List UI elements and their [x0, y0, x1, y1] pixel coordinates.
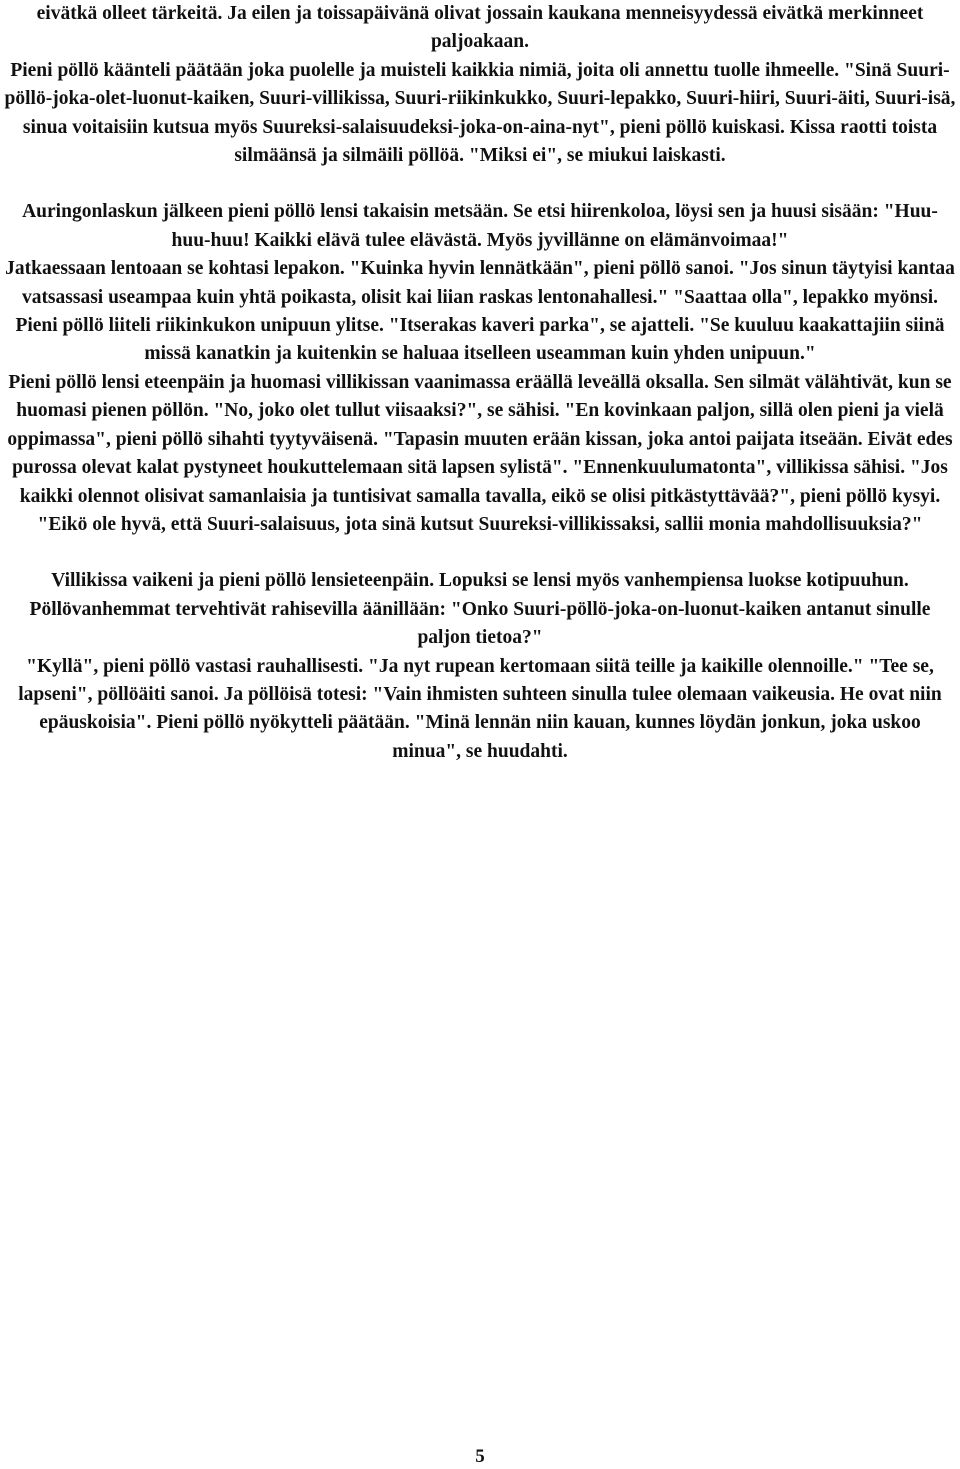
paragraph-intro: eivätkä olleet tärkeitä. Ja eilen ja toissapäivänä olivat jossain kaukana menneisyydessä eivätkä merkinneet paljoakaan. [36, 3, 924, 53]
body-text [4, 0, 956, 766]
paragraph-owl-names: Pieni pöllö käänteli päätään joka puolelle ja muisteli kaikkia nimiä, joita oli annettu tuolle ihmeelle. "Sinä Suuri-pöllö-joka-olet-luonut-kaiken, Suuri-villikissa, Suuri-riikinkukko, Suuri-lepakko, Suuri-hiiri, Suuri-äiti, Suuri-isä, sinua voitaisiin kutsua myös Suureksi-salaisuudeksi-joka-on-aina-nyt", pieni pöllö kuiskasi. Kissa raotti toista silmäänsä ja silmäili pöllöä. "Miksi ei", se miukui laiskasti. [4, 59, 956, 167]
paragraph-wildcat: Pieni pöllö lensi eteenpäin ja huomasi villikissan vaanimassa eräällä leveällä oksalla. Sen silmät välähtivät, kun se huomasi pienen pöllön. "No, joko olet tullut viisaaksi?", se sähisi. "En kovinkaan paljon, sillä olen pieni ja vielä oppimassa", pieni pöllö sihahti tyytyväisenä. "Tapasin muuten erään kissan, joka antoi paijata itseään. Eivät edes purossa olevat kalat pystyneet houkuttelemaan sitä lapsen sylistä". "Ennenkuulumatonta", villikissa sähisi. "Jos kaikki olennot olisivat samanlaisia ja tuntisivat samalla tavalla, eikö se olisi pitkästyttävää?", pieni pöllö kysyi. "Eikö ole hyvä, että Suuri-salaisuus, jota sinä kutsut Suureksi-villikissaksi, sallii monia mahdollisuuksia?" [7, 371, 953, 535]
page-number: 5 [475, 1446, 485, 1467]
paragraph-home: Villikissa vaikeni ja pieni pöllö lensieteenpäin. Lopuksi se lensi myös vanhempiensa luokse kotipuuhun. Pöllövanhemmat tervehtivät rahisevilla äänillään: "Onko Suuri-pöllö-joka-on-luonut-kaiken antanut sinulle paljon tietoa?" [29, 570, 931, 649]
paragraph-bat: Jatkaessaan lentoaan se kohtasi lepakon. "Kuinka hyvin lennätkään", pieni pöllö sanoi. "Jos sinun täytyisi kantaa vatsassasi useampaa kuin yhtä poikasta, olisit kai liian raskas lentonahallesi." "Saattaa olla", lepakko myönsi. [5, 258, 955, 308]
paragraph-gap [4, 539, 956, 567]
paragraph-sunset: Auringonlaskun jälkeen pieni pöllö lensi takaisin metsään. Se etsi hiirenkoloa, löysi sen ja huusi sisään: "Huu-huu-huu! Kaikki elävä tulee elävästä. Myös jyvillänne on elämänvoimaa!" [22, 201, 938, 251]
paragraph-ending: "Kyllä", pieni pöllö vastasi rauhallisesti. "Ja nyt rupean kertomaan siitä teille ja kaikille olennoille." "Tee se, lapseni", pöllöäiti sanoi. Ja pöllöisä totesi: "Vain ihmisten suhteen sinulla tulee olemaan vaikeusia. He ovat niin epäuskoisia". Pieni pöllö nyökytteli päätään. "Minä lennän niin kauan, kunnes löydän jonkun, joka uskoo minua", se huudahti. [18, 655, 942, 762]
paragraph-peacock: Pieni pöllö liiteli riikinkukon unipuun ylitse. "Itserakas kaveri parka", se ajatteli. "Se kuuluu kaakattajiin siinä missä kanatkin ja kuitenkin se haluaa itselleen useamman kuin yhden unipuun." [15, 315, 945, 365]
paragraph-gap [4, 170, 956, 198]
